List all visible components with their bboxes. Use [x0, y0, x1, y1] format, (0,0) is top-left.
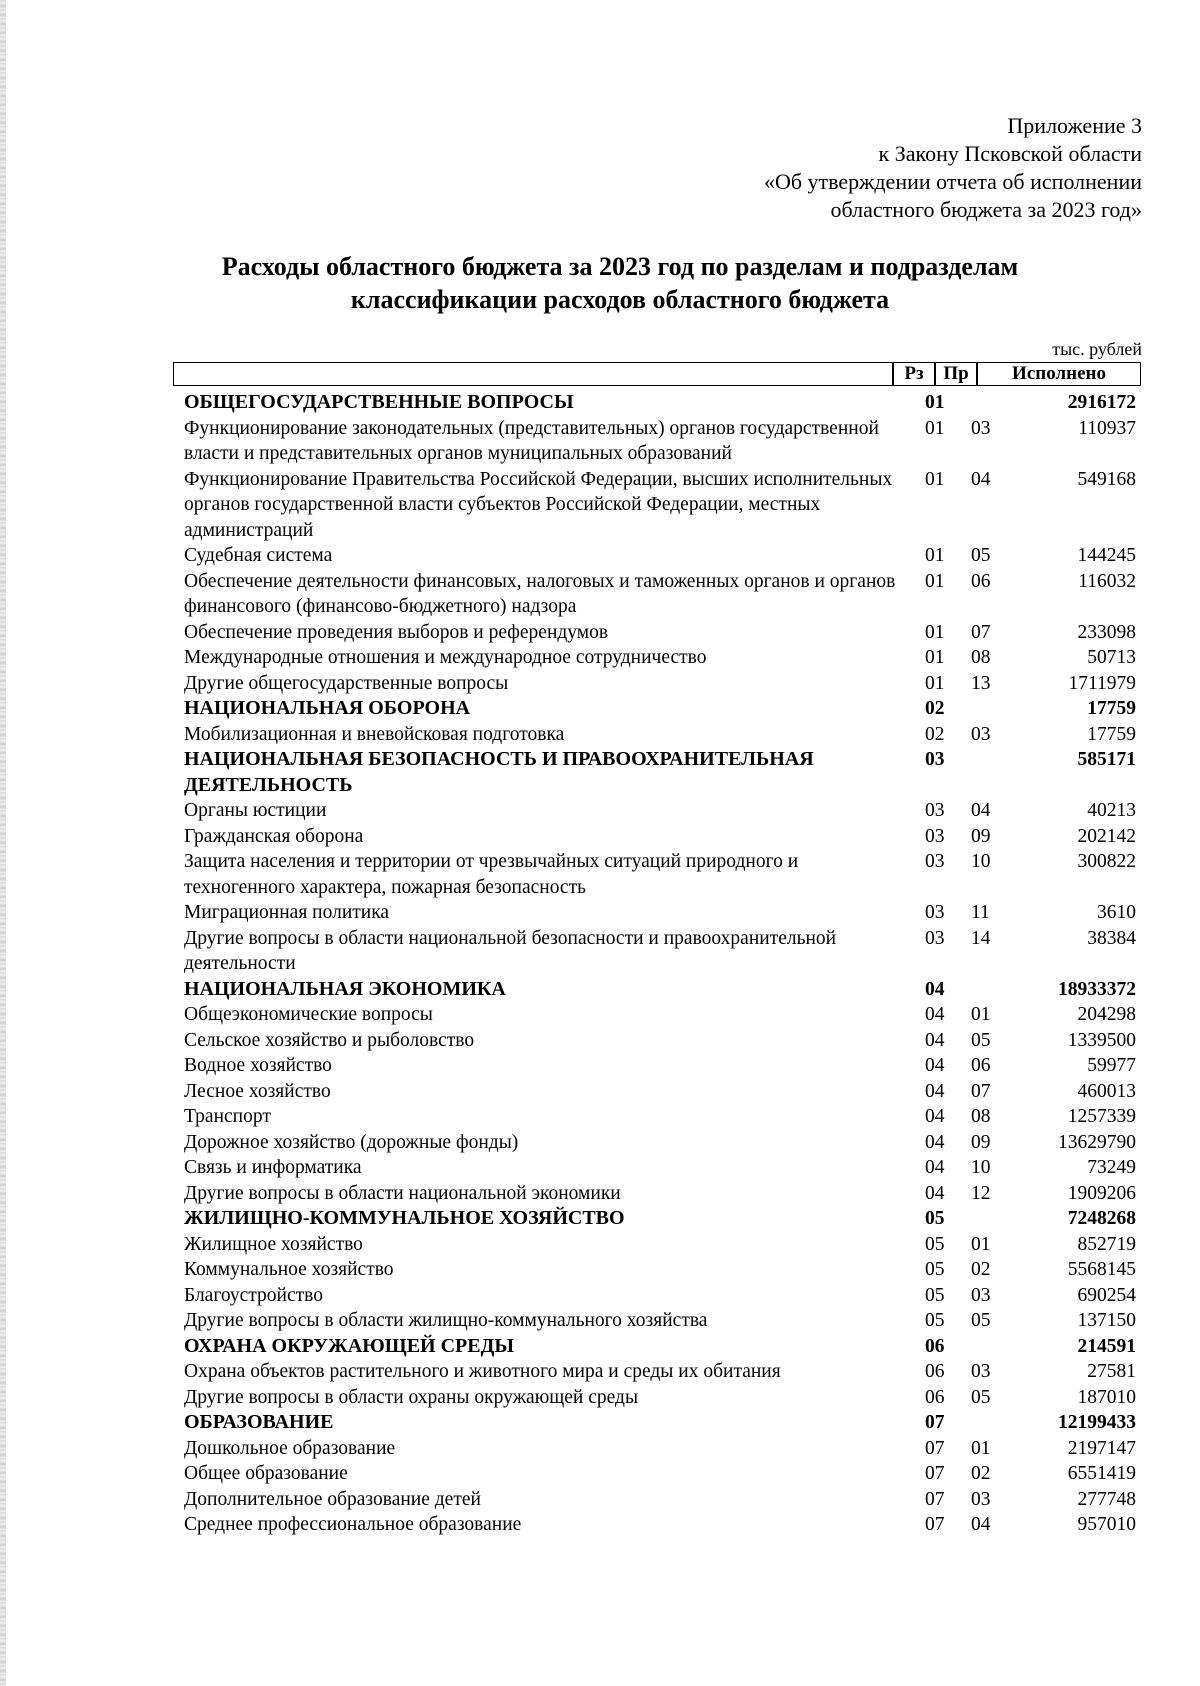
table-row [184, 824, 1136, 850]
row-pr: 03 [971, 1361, 991, 1382]
row-value: 7248268 [1067, 1208, 1136, 1229]
row-name: Мобилизационная и вневойсковая подготовка [184, 723, 565, 745]
table-row [184, 620, 1136, 646]
row-pr: 05 [971, 1029, 991, 1051]
row-name: Обеспечение деятельности финансовых, налоговых и таможенных органов и органов финансового (финансово-бюджетного) надзора [184, 570, 896, 617]
row-pr: 05 [971, 1386, 991, 1408]
row-rz: 01 [925, 392, 945, 413]
row-value: 214591 [1077, 1335, 1136, 1357]
row-value: 13629790 [1058, 1131, 1136, 1153]
table-row [184, 1283, 1136, 1309]
row-rz: 03 [925, 800, 945, 821]
table-row [184, 1002, 1136, 1028]
title-line: классификации расходов областного бюджета [350, 285, 890, 314]
table-row [184, 849, 1136, 900]
row-rz: 04 [925, 1080, 945, 1102]
table-row [184, 1308, 1136, 1334]
row-rz: 07 [925, 1412, 945, 1433]
row-rz: 05 [925, 1233, 945, 1255]
row-rz: 03 [925, 927, 945, 949]
section-row [184, 747, 1136, 798]
row-name: Другие вопросы в области охраны окружающей среды [184, 1386, 639, 1408]
row-value: 116032 [1078, 570, 1136, 592]
row-pr: 02 [971, 1259, 991, 1280]
row-value: 460013 [1077, 1080, 1136, 1102]
row-name: Водное хозяйство [184, 1055, 332, 1076]
header-rz: Рз [904, 363, 924, 384]
row-rz: 07 [925, 1437, 945, 1459]
row-pr: 09 [971, 825, 991, 847]
row-pr: 03 [971, 1284, 991, 1306]
table-row [184, 1053, 1136, 1079]
table-row [184, 1487, 1136, 1513]
table-row [184, 1436, 1136, 1462]
row-pr: 04 [971, 800, 991, 821]
row-rz: 01 [925, 545, 945, 566]
row-name: Обеспечение проведения выборов и референдумов [184, 621, 609, 643]
expenditure-table-body [184, 390, 1136, 1538]
row-value: 1909206 [1067, 1182, 1136, 1204]
row-value: 957010 [1077, 1514, 1136, 1535]
row-value: 59977 [1087, 1055, 1136, 1076]
row-pr: 12 [971, 1182, 991, 1204]
row-name: Миграционная политика [184, 902, 390, 923]
appendix-line: областного бюджета за 2023 год» [830, 197, 1142, 222]
table-row [184, 645, 1136, 671]
appendix-line: Приложение 3 [1007, 113, 1142, 138]
row-pr: 10 [971, 851, 991, 872]
row-name: Другие вопросы в области национальной безопасности и правоохранительной деятельности [184, 927, 837, 974]
row-name: Дополнительное образование детей [184, 1488, 481, 1510]
row-rz: 04 [925, 1055, 945, 1076]
row-rz: 04 [925, 1157, 945, 1178]
row-pr: 08 [971, 647, 991, 668]
row-name: Защита населения и территории от чрезвычайных ситуаций природного и техногенного характера, пожарная безопасность [184, 851, 799, 898]
row-rz: 04 [925, 1182, 945, 1204]
table-row [184, 416, 1136, 467]
row-rz: 02 [925, 698, 945, 719]
row-name: Жилищное хозяйство [184, 1233, 363, 1255]
row-pr: 06 [971, 570, 991, 592]
row-pr: 09 [971, 1131, 991, 1153]
row-name: Сельское хозяйство и рыболовство [184, 1029, 475, 1051]
row-pr: 14 [971, 927, 991, 949]
table-row [184, 1385, 1136, 1411]
row-value: 27581 [1087, 1361, 1136, 1382]
row-value: 690254 [1077, 1284, 1136, 1306]
row-value: 3610 [1097, 902, 1136, 923]
table-row [184, 1028, 1136, 1054]
row-rz: 06 [925, 1386, 945, 1408]
table-row [184, 1232, 1136, 1258]
row-name: ОХРАНА ОКРУЖАЮЩЕЙ СРЕДЫ [184, 1334, 514, 1357]
row-value: 18933372 [1058, 978, 1136, 1000]
row-value: 12199433 [1058, 1412, 1136, 1433]
row-name: Гражданская оборона [184, 825, 364, 847]
row-name: ОБЩЕГОСУДАРСТВЕННЫЕ ВОПРОСЫ [184, 391, 574, 413]
table-row [184, 1155, 1136, 1181]
scan-edge-decoration [0, 0, 6, 1686]
row-name: НАЦИОНАЛЬНАЯ ОБОРОНА [184, 697, 471, 719]
row-name: Благоустройство [184, 1284, 323, 1306]
row-value: 852719 [1077, 1233, 1136, 1255]
row-name: Общеэкономические вопросы [184, 1004, 433, 1025]
table-row [184, 900, 1136, 926]
row-value: 202142 [1077, 825, 1136, 847]
row-rz: 01 [925, 468, 945, 490]
row-name: Функционирование законодательных (представительных) органов государственной власти и представительных органов муниципальных образований [184, 417, 879, 464]
row-value: 38384 [1087, 927, 1136, 949]
row-value: 585171 [1077, 749, 1136, 770]
document-title [140, 250, 1100, 316]
row-name: Общее образование [184, 1463, 348, 1484]
row-rz: 07 [925, 1463, 945, 1484]
row-name: Другие вопросы в области жилищно-коммунального хозяйства [184, 1310, 708, 1331]
table-row [184, 1130, 1136, 1156]
row-pr: 04 [971, 468, 991, 490]
row-rz: 01 [925, 570, 945, 592]
row-rz: 04 [925, 1029, 945, 1051]
row-rz: 05 [925, 1259, 945, 1280]
row-rz: 04 [925, 1106, 945, 1127]
row-name: ЖИЛИЩНО-КОММУНАЛЬНОЕ ХОЗЯЙСТВО [184, 1207, 625, 1229]
row-value: 1339500 [1067, 1029, 1136, 1051]
table-header [173, 362, 1141, 386]
table-row [184, 1104, 1136, 1130]
row-pr: 01 [971, 1004, 991, 1025]
row-rz: 01 [925, 647, 945, 668]
table-row [184, 798, 1136, 824]
row-name: Лесное хозяйство [184, 1080, 331, 1102]
row-pr: 05 [971, 545, 991, 566]
row-name: Транспорт [184, 1106, 271, 1127]
row-value: 2916172 [1067, 392, 1136, 413]
row-pr: 13 [971, 672, 991, 694]
section-row [184, 390, 1136, 416]
table-row [184, 1512, 1136, 1538]
header-value: Исполнено [1012, 363, 1106, 384]
row-value: 17759 [1087, 698, 1136, 719]
title-line: Расходы областного бюджета за 2023 год по разделам и подразделам [221, 252, 1019, 281]
row-pr: 06 [971, 1055, 991, 1076]
row-value: 549168 [1077, 468, 1136, 490]
row-value: 1711979 [1068, 672, 1136, 694]
table-row [184, 1079, 1136, 1105]
table-row [184, 569, 1136, 620]
row-value: 110937 [1078, 417, 1136, 439]
table-row [184, 467, 1136, 544]
row-name: Другие общегосударственные вопросы [184, 672, 509, 694]
row-pr: 03 [971, 723, 991, 745]
table-row [184, 722, 1136, 748]
row-value: 6551419 [1067, 1463, 1136, 1484]
section-row [184, 1206, 1136, 1232]
table-row [184, 543, 1136, 569]
appendix-note [764, 112, 1142, 224]
table-row [184, 1257, 1136, 1283]
row-name: НАЦИОНАЛЬНАЯ ЭКОНОМИКА [184, 977, 506, 1000]
table-row [184, 1359, 1136, 1385]
section-row [184, 1334, 1136, 1360]
row-name: Международные отношения и международное сотрудничество [184, 647, 707, 668]
row-rz: 06 [925, 1335, 945, 1357]
section-row [184, 1410, 1136, 1436]
row-pr: 05 [971, 1310, 991, 1331]
table-row [184, 1461, 1136, 1487]
table-row [184, 1181, 1136, 1207]
row-name: Среднее профессиональное образование [184, 1514, 522, 1535]
units-label: тыс. рублей [1052, 339, 1142, 359]
row-rz: 01 [925, 417, 945, 439]
row-rz: 05 [925, 1208, 945, 1229]
row-rz: 02 [925, 723, 945, 745]
row-rz: 03 [925, 851, 945, 872]
table-row [184, 671, 1136, 697]
row-value: 300822 [1077, 851, 1136, 872]
row-value: 17759 [1087, 723, 1136, 745]
row-value: 277748 [1077, 1488, 1136, 1510]
row-value: 233098 [1077, 621, 1136, 643]
row-pr: 07 [971, 1080, 991, 1102]
row-name: Дошкольное образование [184, 1437, 396, 1459]
row-name: Другие вопросы в области национальной экономики [184, 1182, 621, 1204]
row-value: 50713 [1087, 647, 1136, 668]
row-pr: 11 [971, 902, 990, 923]
row-rz: 03 [925, 902, 945, 923]
row-name: Связь и информатика [184, 1157, 362, 1178]
row-name: ОБРАЗОВАНИЕ [184, 1411, 334, 1433]
row-rz: 05 [925, 1284, 945, 1306]
row-name: Органы юстиции [184, 800, 327, 821]
section-row [184, 696, 1136, 722]
row-value: 40213 [1087, 800, 1136, 821]
row-rz: 06 [925, 1361, 945, 1382]
row-pr: 07 [971, 621, 991, 643]
row-pr: 04 [971, 1514, 991, 1535]
row-value: 187010 [1077, 1386, 1136, 1408]
section-row [184, 977, 1136, 1003]
row-pr: 08 [971, 1106, 991, 1127]
row-pr: 01 [971, 1233, 991, 1255]
row-rz: 04 [925, 1131, 945, 1153]
row-rz: 07 [925, 1514, 945, 1535]
row-rz: 01 [925, 672, 945, 694]
row-name: Охрана объектов растительного и животного мира и среды их обитания [184, 1361, 781, 1382]
appendix-line: к Закону Псковской области [878, 141, 1142, 166]
row-value: 1257339 [1067, 1106, 1136, 1127]
row-pr: 03 [971, 1488, 991, 1510]
row-pr: 10 [971, 1157, 991, 1178]
row-name: Функционирование Правительства Российской Федерации, высших исполнительных органов государственной власти субъектов Российской Федерации, местных администраций [184, 468, 893, 541]
row-name: Коммунальное хозяйство [184, 1259, 394, 1280]
row-value: 5568145 [1067, 1259, 1136, 1280]
row-value: 73249 [1087, 1157, 1136, 1178]
row-rz: 07 [925, 1488, 945, 1510]
row-pr: 01 [971, 1437, 991, 1459]
row-value: 2197147 [1067, 1437, 1136, 1459]
row-pr: 03 [971, 417, 991, 439]
row-value: 204298 [1077, 1004, 1136, 1025]
header-pr: Пр [943, 363, 969, 384]
row-pr: 02 [971, 1463, 991, 1484]
row-rz: 05 [925, 1310, 945, 1331]
row-rz: 03 [925, 825, 945, 847]
row-value: 144245 [1077, 545, 1136, 566]
table-row [184, 926, 1136, 977]
row-value: 137150 [1077, 1310, 1136, 1331]
row-rz: 03 [925, 749, 945, 770]
row-rz: 04 [925, 978, 945, 1000]
appendix-line: «Об утверждении отчета об исполнении [763, 169, 1142, 194]
row-name: Дорожное хозяйство (дорожные фонды) [184, 1131, 519, 1153]
row-name: Судебная система [184, 545, 333, 566]
row-rz: 01 [925, 621, 945, 643]
row-name: НАЦИОНАЛЬНАЯ БЕЗОПАСНОСТЬ И ПРАВООХРАНИТЕЛЬНАЯ ДЕЯТЕЛЬНОСТЬ [184, 748, 814, 796]
row-rz: 04 [925, 1004, 945, 1025]
